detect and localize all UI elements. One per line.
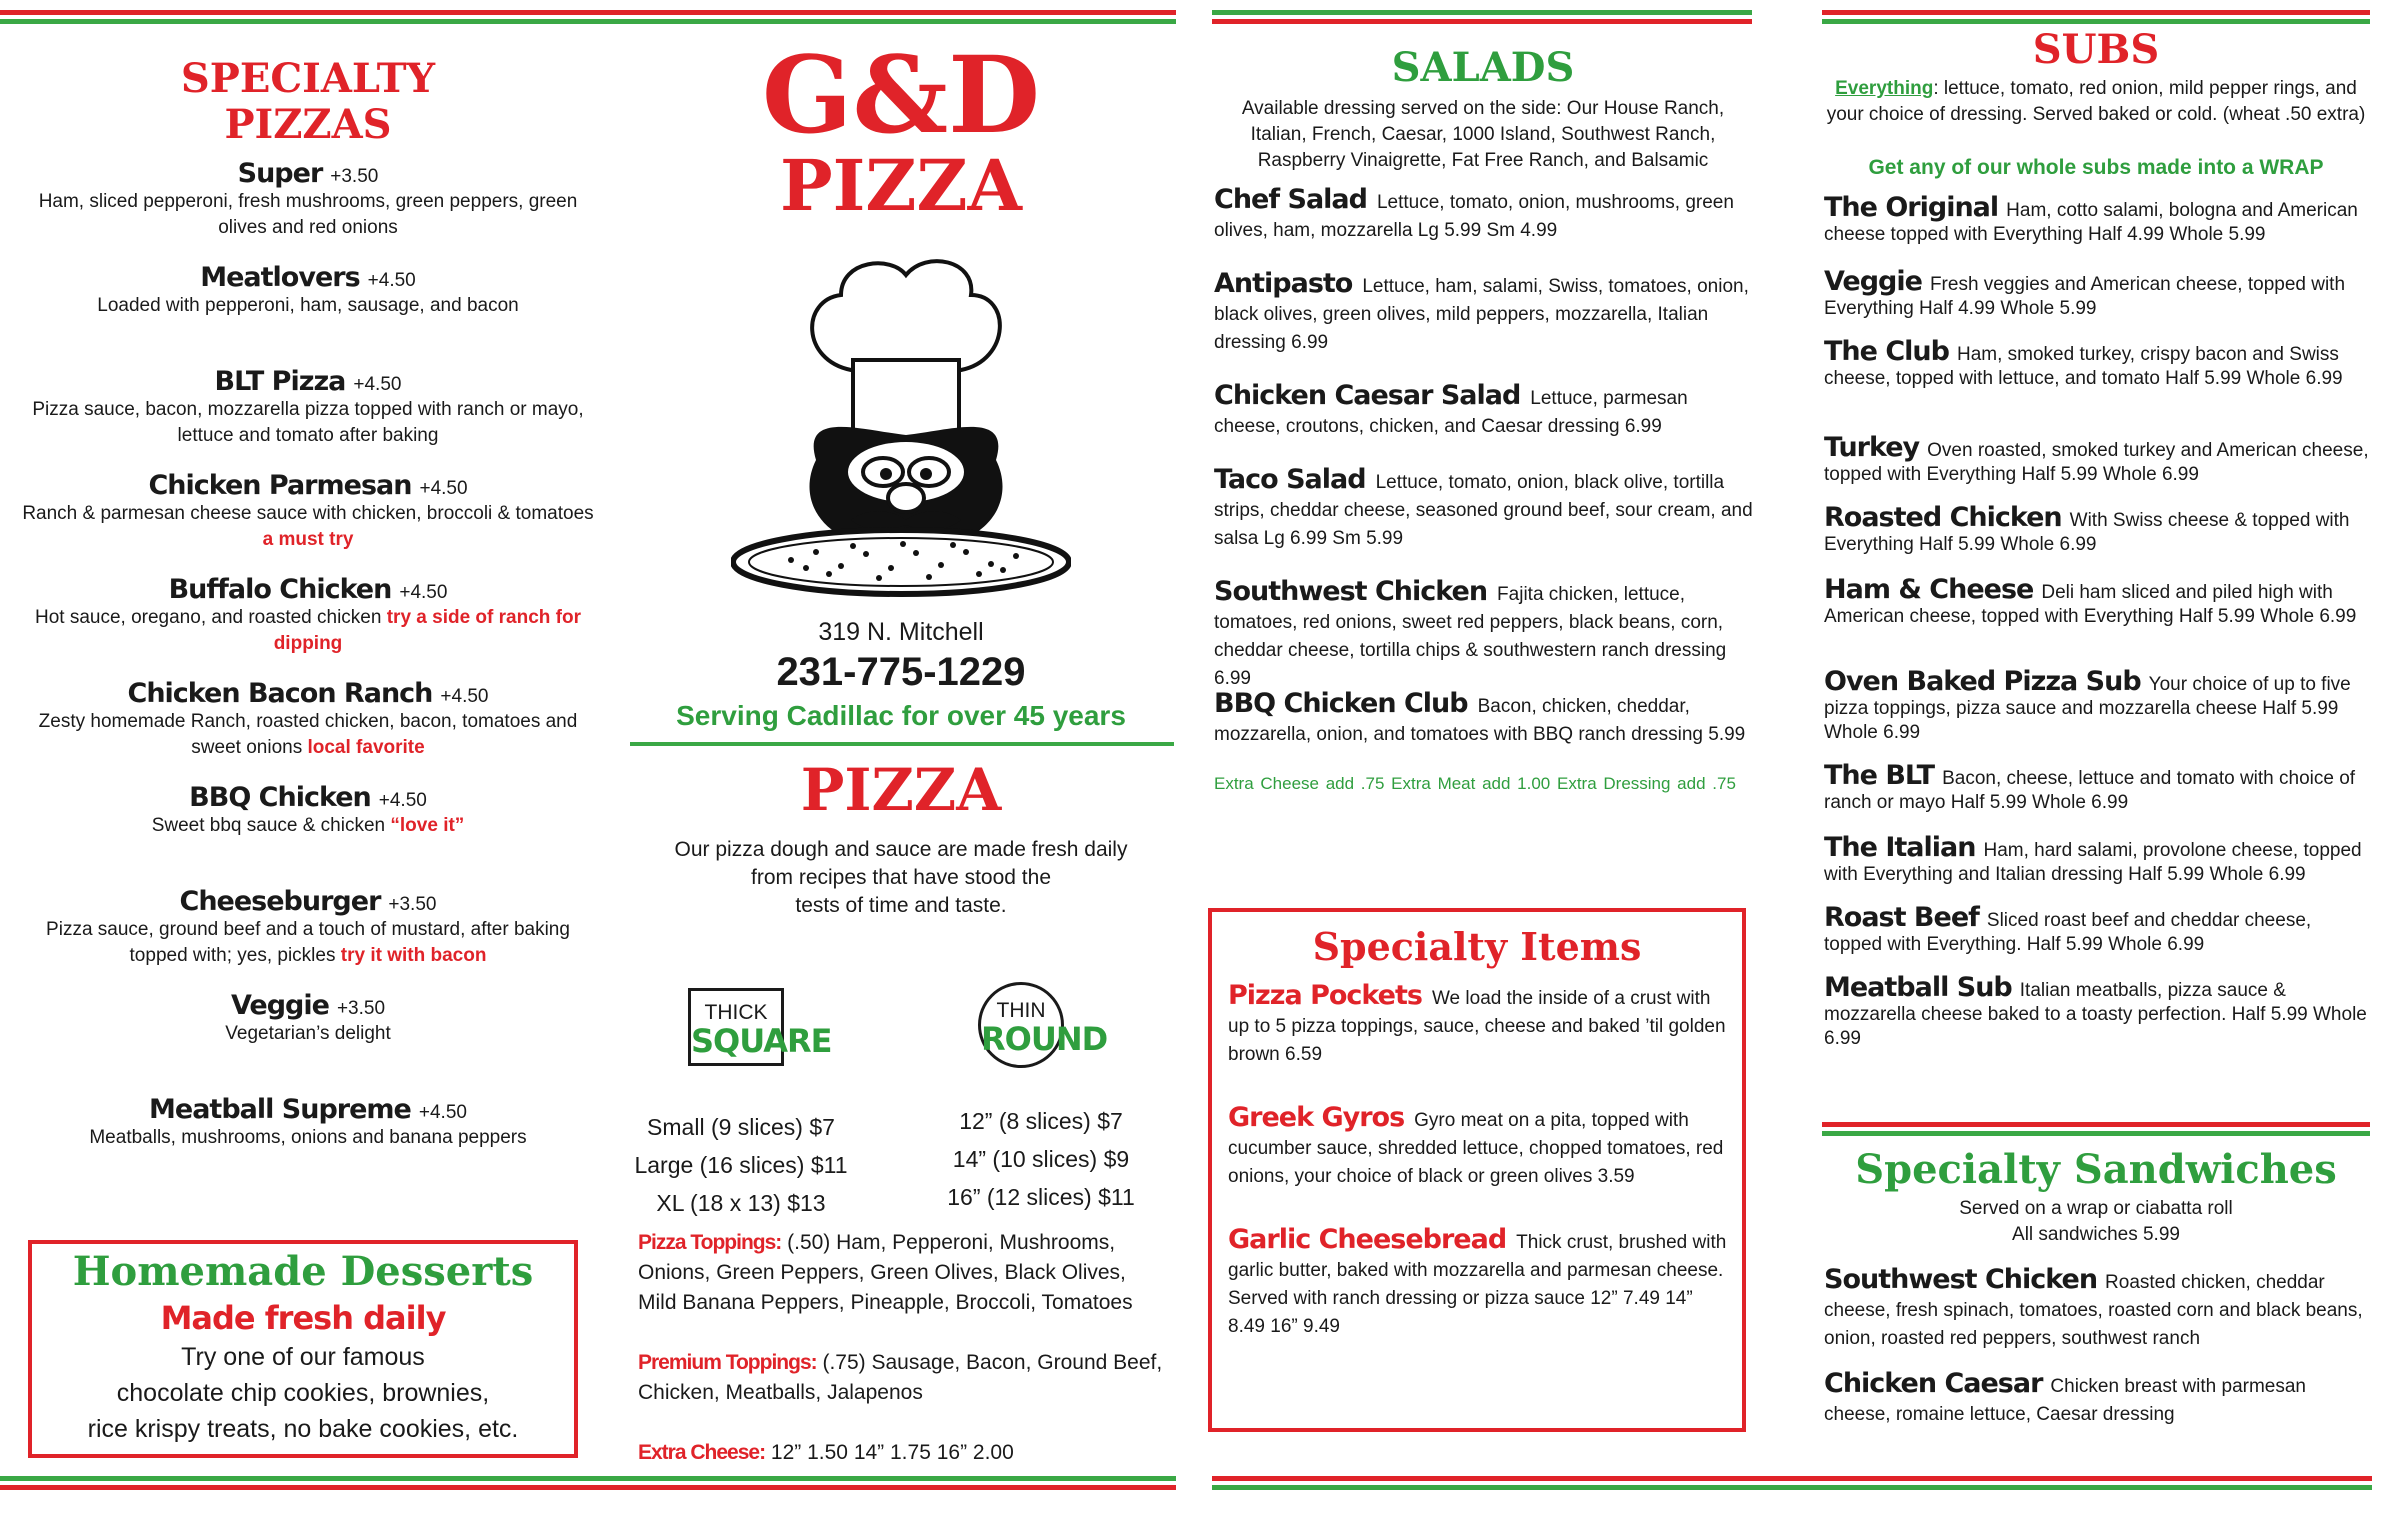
pizza-description: Our pizza dough and sauce are made fresh daily from recipes that have stood the tests of time and taste.	[674, 838, 1128, 917]
wrap-note: Get any of our whole subs made into a WRAP	[1868, 156, 2324, 179]
size-row: Large (16 slices) $11	[634, 1152, 848, 1178]
sub-item: Turkey Oven roasted, smoked turkey and American cheese, topped with Everything Half 5.99 Whole 6.99	[1824, 432, 2369, 485]
salad-item: BBQ Chicken Club Bacon, chicken, cheddar, mozzarella, onion, and tomatoes with BBQ ranch dressing 5.99	[1214, 688, 1746, 745]
size-row: 16” (12 slices) $11	[947, 1184, 1135, 1210]
pizza-price: +4.50	[418, 1102, 467, 1123]
specialty-item: Pizza Pockets We load the inside of a crust with up to 5 pizza toppings, sauce, cheese and baked ’til golden brown 6.59	[1228, 980, 1726, 1065]
pizza-price: +3.50	[388, 894, 437, 915]
sub-item: The Italian Ham, hard salami, provolone cheese, topped with Everything and Italian dressing Half 5.99 Whole 6.99	[1824, 832, 2362, 885]
pizza-name: BBQ Chicken	[189, 782, 371, 813]
divider	[630, 742, 1174, 746]
sub-item: Oven Baked Pizza Sub Your choice of up to five pizza toppings, pizza sauce and mozzarella cheese Half 5.99 Whole 6.99	[1824, 666, 2351, 743]
pizza-note: try a side of ranch for dipping	[273, 607, 581, 654]
stripe-top-salads	[1212, 10, 1752, 26]
size-row: 12” (8 slices) $7	[959, 1108, 1123, 1134]
pizza-price: +4.50	[367, 270, 416, 291]
pizza-description: Vegetarian’s delight	[225, 1023, 391, 1044]
specialty-items-title: Specialty Items	[1312, 924, 1642, 969]
specialty-pizza-item	[18, 366, 598, 470]
desserts-title: Homemade Desserts	[72, 1248, 534, 1295]
stripe-sandwiches	[1822, 1122, 2370, 1138]
phone-number[interactable]: 231-775-1229	[776, 650, 1026, 694]
size-row: XL (18 x 13) $13	[656, 1190, 826, 1216]
sandwich-item: Chicken Caesar Chicken breast with parmesan cheese, romaine lettuce, Caesar dressing	[1824, 1368, 2306, 1425]
pizza-description: Zesty homemade Ranch, roasted chicken, bacon, tomatoes and sweet onions local favorite	[38, 711, 578, 758]
specialty-items-box	[1208, 908, 1746, 1432]
specialty-pizza-item	[18, 990, 598, 1094]
salad-item: Chicken Caesar Salad Lettuce, parmesan cheese, croutons, chicken, and Caesar dressing 6.99	[1214, 380, 1688, 437]
salads-title: SALADS	[1391, 44, 1575, 91]
salad-item: Antipasto Lettuce, ham, salami, Swiss, tomatoes, onion, black olives, green olives, mild peppers, mozzarella, Italian dressing 6.99	[1214, 268, 1749, 353]
logo-pizza: PIZZA	[780, 144, 1022, 227]
salad-extras: Extra Cheese add .75 Extra Meat add 1.00 Extra Dressing add .75	[1214, 774, 1736, 793]
pizza-description: Loaded with pepperoni, ham, sausage, and bacon	[97, 295, 519, 316]
subs-intro: Everything: lettuce, tomato, red onion, mild pepper rings, and your choice of dressing. Served baked or cold. (wheat .50 extra)	[1826, 78, 2366, 125]
logo-gd: G&D	[761, 32, 1041, 157]
extra-cheese: Extra Cheese: 12” 1.50 14” 1.75 16” 2.00	[638, 1441, 1014, 1464]
specialty-item: Greek Gyros Gyro meat on a pita, topped with cucumber sauce, shredded lettuce, chopped tomatoes, red onions, your choice of black or green olives 3.59	[1228, 1102, 1724, 1187]
specialty-sandwiches-title: Specialty Sandwiches	[1855, 1146, 2337, 1193]
address: 319 N. Mitchell	[818, 618, 984, 646]
pizza-note: local favorite	[307, 737, 425, 758]
desserts-line-1: Try one of our famous	[181, 1343, 425, 1371]
pizza-note: try it with bacon	[340, 945, 487, 966]
tagline: Serving Cadillac for over 45 years	[676, 700, 1126, 731]
pizza-name: BLT Pizza	[214, 366, 346, 397]
round-sizes	[926, 1102, 1156, 1216]
thin-round-badge: THIN ROUND	[978, 982, 1064, 1068]
specialty-pizza-item	[18, 262, 598, 366]
pizza-price: +4.50	[419, 478, 468, 499]
salad-item: Chef Salad Lettuce, tomato, onion, mushrooms, green olives, ham, mozzarella Lg 5.99 Sm 4.99	[1214, 184, 1734, 241]
desserts-subtitle: Made fresh daily	[160, 1299, 446, 1337]
pizza-name: Cheeseburger	[179, 886, 381, 917]
pizza-price: +4.50	[440, 686, 489, 707]
specialty-pizza-item	[18, 574, 598, 678]
specialty-pizza-item	[18, 782, 598, 886]
stripe-top-left	[0, 10, 1176, 26]
pizza-name: Meatball Supreme	[149, 1094, 411, 1125]
pizza-toppings: Pizza Toppings: (.50) Ham, Pepperoni, Mushrooms, Onions, Green Peppers, Green Olives, Black Olives, Mild Banana Peppers, Pineapple, Broccoli, Tomatoes	[638, 1231, 1133, 1314]
desserts-box	[28, 1240, 578, 1458]
specialty-pizza-item	[18, 886, 598, 990]
pizza-name: Meatlovers	[200, 262, 360, 293]
sandwich-item: Southwest Chicken Roasted chicken, cheddar cheese, fresh spinach, tomatoes, roasted corn and black beans, onion, roasted red peppers, southwest ranch	[1824, 1264, 2363, 1349]
pizza-price: +3.50	[336, 998, 386, 1019]
pizza-description: Ham, sliced pepperoni, fresh mushrooms, green peppers, green olives and red onions	[38, 191, 578, 238]
specialty-pizza-item	[18, 678, 598, 782]
sub-item: Roast Beef Sliced roast beef and cheddar cheese, topped with Everything. Half 5.99 Whole 6.99	[1824, 902, 2312, 955]
sub-item: The Original Ham, cotto salami, bologna and American cheese topped with Everything Half 4.99 Whole 5.99	[1824, 192, 2358, 245]
pizza-name: Chicken Bacon Ranch	[127, 678, 433, 709]
thick-square-badge: THICK SQUARE	[688, 988, 784, 1066]
size-row: Small (9 slices) $7	[647, 1114, 835, 1140]
pizza-name: Buffalo Chicken	[168, 574, 392, 605]
stripe-bottom-left	[0, 1476, 1176, 1492]
specialty-item: Garlic Cheesebread Thick crust, brushed with garlic butter, baked with mozzarella and parmesan cheese. Served with ranch dressing or pizza sauce 12” 7.49 14” 8.49 16” 9.49	[1228, 1224, 1727, 1337]
sub-item: The BLT Bacon, cheese, lettuce and tomato with choice of ranch or mayo Half 5.99 Whole 6.99	[1824, 760, 2356, 813]
sub-item: Veggie Fresh veggies and American cheese, topped with Everything Half 4.99 Whole 5.99	[1824, 266, 2346, 319]
chef-icon	[731, 250, 1071, 600]
pizza-note: “love it”	[390, 815, 465, 836]
specialty-pizza-list	[18, 158, 598, 1198]
pizza-description: Pizza sauce, ground beef and a touch of mustard, after baking topped with; yes, pickles try it with bacon	[46, 919, 570, 966]
premium-toppings: Premium Toppings: (.75) Sausage, Bacon, Ground Beef, Chicken, Meatballs, Jalapenos	[638, 1351, 1163, 1404]
salad-item: Southwest Chicken Fajita chicken, lettuce, tomatoes, red onions, sweet red peppers, black beans, corn, cheddar cheese, tortilla chips & southwestern ranch dressing 6.99	[1214, 576, 1727, 689]
pizza-price: +3.50	[330, 166, 379, 187]
pizza-name: Super	[237, 158, 323, 189]
salads-intro: Available dressing served on the side: Our House Ranch, Italian, French, Caesar, 1000 Island, Southwest Ranch, Raspberry Vinaigrette, Fat Free Ranch, and Balsamic	[1241, 98, 1725, 171]
pizza-description: Sweet bbq sauce & chicken “love it”	[151, 815, 465, 836]
pizza-description: Meatballs, mushrooms, onions and banana peppers	[89, 1127, 527, 1148]
sub-item: The Club Ham, smoked turkey, crispy bacon and Swiss cheese, topped with lettuce, and tomato Half 5.99 Whole 6.99	[1824, 336, 2343, 389]
specialty-pizza-item	[18, 158, 598, 262]
pizza-description: Hot sauce, oregano, and roasted chicken try a side of ranch for dipping	[34, 607, 581, 654]
pizza-name: Veggie	[230, 990, 329, 1021]
square-sizes	[626, 1108, 856, 1222]
specialty-sandwiches-subtitle: Served on a wrap or ciabatta roll All sandwiches 5.99	[1959, 1198, 2233, 1245]
salad-item: Taco Salad Lettuce, tomato, onion, black olive, tortilla strips, cheddar cheese, seasoned ground beef, sour cream, and salsa Lg 6.99 Sm 5.99	[1214, 464, 1753, 549]
specialty-pizzas-title: SPECIALTY PIZZAS	[180, 55, 436, 148]
pizza-price: +4.50	[353, 374, 402, 395]
specialty-pizza-item	[18, 470, 598, 574]
specialty-pizza-item	[18, 1094, 598, 1198]
sub-item: Ham & Cheese Deli ham sliced and piled high with American cheese, topped with Everything Half 5.99 Whole 6.99	[1824, 574, 2357, 627]
desserts-line-3: rice krispy treats, no bake cookies, etc.	[87, 1415, 519, 1443]
pizza-price: +4.50	[399, 582, 448, 603]
subs-title: SUBS	[2032, 26, 2160, 73]
pizza-name: Chicken Parmesan	[148, 470, 412, 501]
pizza-description: Pizza sauce, bacon, mozzarella pizza topped with ranch or mayo, lettuce and tomato after baking	[32, 399, 584, 446]
size-row: 14” (10 slices) $9	[952, 1146, 1130, 1172]
sub-item: Meatball Sub Italian meatballs, pizza sauce & mozzarella cheese baked to a toasty perfection. Half 5.99 Whole 6.99	[1824, 972, 2367, 1049]
pizza-title: PIZZA	[800, 756, 1002, 824]
stripe-bottom-right	[1212, 1476, 2372, 1492]
pizza-description: Ranch & parmesan cheese sauce with chicken, broccoli & tomatoes a must try	[22, 503, 594, 550]
desserts-line-2: chocolate chip cookies, brownies,	[116, 1379, 490, 1407]
stripe-top-subs	[1822, 10, 2370, 26]
pizza-price: +4.50	[378, 790, 427, 811]
pizza-note: a must try	[262, 529, 354, 550]
sub-item: Roasted Chicken With Swiss cheese & topped with Everything Half 5.99 Whole 6.99	[1824, 502, 2350, 555]
